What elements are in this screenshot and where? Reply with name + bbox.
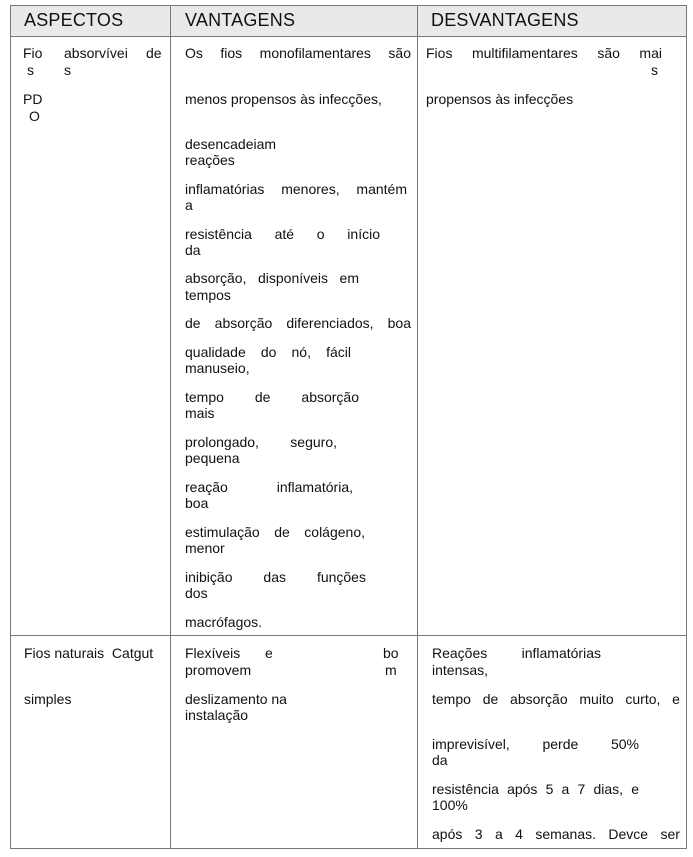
row1-vantagens-line: desencadeiam <box>185 136 277 152</box>
row2-vantagens-word: m <box>385 662 397 678</box>
row1-vantagens-line: macrófagos. <box>185 614 263 630</box>
row1-aspect-word: absorvívei <box>64 45 128 61</box>
row1-aspect-word: s <box>27 62 34 78</box>
row1-aspect-word: O <box>29 108 40 124</box>
row1-desvantagens-line: propensos às infecções <box>426 91 574 107</box>
row2-vantagens-word: Flexíveis <box>185 645 241 661</box>
table-left-border <box>10 5 11 849</box>
row2-desvantagens-line: Reações inflamatórias <box>432 645 601 661</box>
row2-vantagens-line: deslizamento na <box>185 691 287 707</box>
row1-aspect-word: de <box>146 45 162 61</box>
table-bottom-border <box>10 848 687 849</box>
row1-vantagens-line: menos propensos às infecções, <box>185 91 382 107</box>
row1-aspect-word: s <box>64 62 71 78</box>
row2-vantagens-word: bo <box>383 645 399 661</box>
row2-vantagens-word: e <box>265 645 273 661</box>
row2-aspect-line: simples <box>24 691 72 707</box>
row1-vantagens-line: resistência até o início <box>185 226 380 242</box>
row1-desvantagens-line: Fios multifilamentares são mai <box>426 45 662 61</box>
row1-vantagens-line: tempo de absorção <box>185 389 359 405</box>
row2-desvantagens-line: imprevisível, perde 50% <box>432 736 639 752</box>
row2-vantagens-line: instalação <box>185 707 249 723</box>
row1-vantagens-line: inflamatórias menores, mantém <box>185 181 407 197</box>
row2-desvantagens-line: tempo de absorção muito curto, e <box>432 691 680 707</box>
row1-vantagens-line: de absorção diferenciados, boa <box>185 315 411 331</box>
row2-desvantagens-line: 100% <box>432 797 468 813</box>
table-row-divider <box>10 635 687 636</box>
column-divider-1 <box>170 5 171 849</box>
header-vantagens: VANTAGENS <box>185 10 296 30</box>
column-divider-2 <box>417 5 418 849</box>
row1-vantagens-line: dos <box>185 585 208 601</box>
row1-vantagens-line: tempos <box>185 287 231 303</box>
row1-vantagens-line: boa <box>185 495 209 511</box>
row1-vantagens-line: reação inflamatória, <box>185 479 353 495</box>
row1-vantagens-line: da <box>185 242 201 258</box>
row1-vantagens-line: qualidade do nó, fácil <box>185 344 351 360</box>
table-header-divider <box>10 36 687 37</box>
row1-vantagens-line: Os fios monofilamentares são <box>185 45 411 61</box>
row2-desvantagens-line: da <box>432 752 448 768</box>
row1-vantagens-line: a <box>185 197 193 213</box>
row1-vantagens-line: inibição das funções <box>185 569 366 585</box>
table-top-border <box>10 5 687 6</box>
row2-desvantagens-line: resistência após 5 a 7 dias, e <box>432 781 639 797</box>
row1-aspect-word: PD <box>23 91 43 107</box>
row1-vantagens-line: prolongado, seguro, <box>185 434 337 450</box>
row1-vantagens-line: estimulação de colágeno, <box>185 524 365 540</box>
header-desvantagens: DESVANTAGENS <box>431 10 579 30</box>
row1-vantagens-line: manuseio, <box>185 360 250 376</box>
row1-vantagens-line: reações <box>185 152 235 168</box>
row1-vantagens-line: absorção, disponíveis em <box>185 270 359 286</box>
table-right-border <box>686 5 687 849</box>
row1-vantagens-line: pequena <box>185 450 240 466</box>
row1-desvantagens-line: s <box>651 62 658 78</box>
row1-vantagens-line: menor <box>185 540 225 556</box>
row1-aspect-word: Fio <box>23 45 43 61</box>
row1-vantagens-line: mais <box>185 405 215 421</box>
row2-aspect-line: Fios naturais Catgut <box>24 645 154 661</box>
header-aspectos: ASPECTOS <box>24 10 124 30</box>
row2-vantagens-word: promovem <box>185 662 252 678</box>
row2-desvantagens-line: intensas, <box>432 662 489 678</box>
row2-desvantagens-line: após 3 a 4 semanas. Devce ser <box>432 826 680 842</box>
